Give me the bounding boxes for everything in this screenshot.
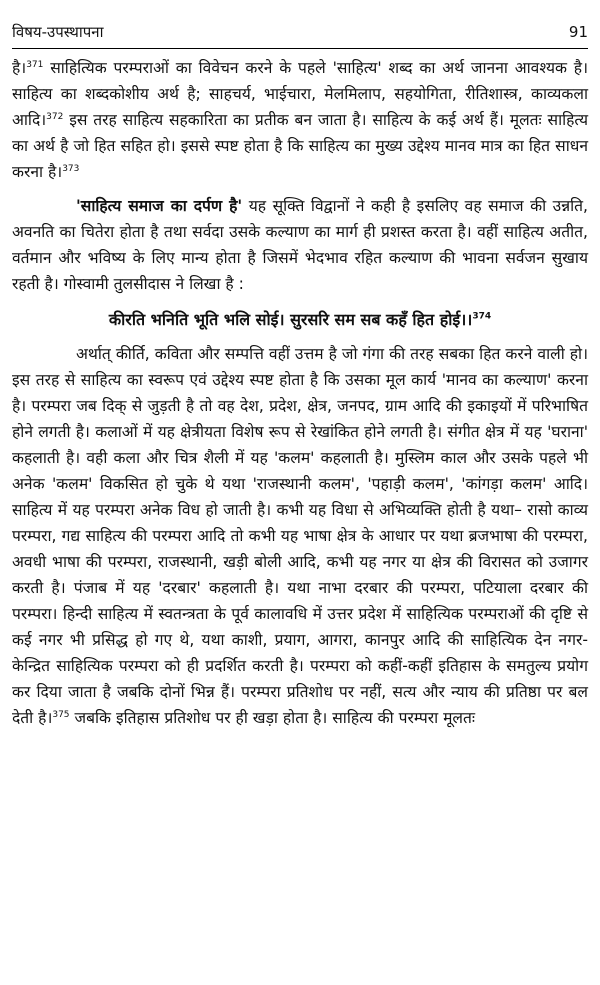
paragraph-3-text: अर्थात् कीर्ति, कविता और सम्पत्ति वहीं उत्तम है जो गंगा की तरह सबका हित करने वाली हो। इस तरह से साहित्य का स्वरूप एवं उद्देश्य स्पष्ट होता है कि उसका मूल कार्य 'मानव का कल्याण' करना है। परम्परा जब दिक् से जुड़ती है तो वह देश, प्रदेश, क्षेत्र, जनपद, ग्राम आदि की इकाइयों में परिभाषित होने लगती है। कलाओं में यह क्षेत्रीयता विशेष रूप से रेखांकित होने लगती है। संगीत क्षेत्र में यह 'घराना' कहलाती है। वही कला और चित्र शैली में यह 'कलम' कहलाती है। मुस्लिम काल और उसके पहले भी अनेक 'कलम' विकसित हो चुके थे यथा 'राजस्थानी कलम', 'पहाड़ी कलम', 'कांगड़ा कलम' आदि। साहित्य में यह परम्परा अनेक विध हो जाती है। कभी यह विधा से अभिव्यक्ति होती है यथा– रासो काव्य परम्परा, गद्य साहित्य की परम्परा आदि तो कभी यह भाषा क्षेत्र के आधार पर यथा ब्रजभाषा की परम्परा, अवधी भाषा की परम्परा, राजस्थानी, खड़ी बोली आदि, कभी यह नगर या क्षेत्र की विरासत को उजागर करती है। पंजाब में यह 'दरबार' कहलाती है। यथा नाभा दरबार की परम्परा, पटियाला दरबार की परम्परा। हिन्दी साहित्य में स्वतन्त्रता के पूर्व कालावधि में उत्तर प्रदेश में साहित्यिक परम्पराओं की दृष्टि से कई नगर भी प्रसिद्ध हो गए थे, यथा काशी, प्रयाग, आगरा, कानपुर आदि की साहित्यिक देन नगर-केन्द्रित साहित्यिक परम्परा को ही प्रदर्शित करती है। परम्परा को कहीं-कहीं इतिहास के समतुल्य प्रयोग कर दिया जाता है जबकि दोनों भिन्न हैं। परम्परा प्रतिशोध पर नहीं, सत्य और न्याय की प्रतिष्ठा पर बल देती है। xyxy=(12,345,588,727)
footnote-ref-374: 374 xyxy=(472,311,492,322)
paragraph-2-text: यह सूक्ति विद्वानों ने कही है इसलिए वह समाज की उन्नति, अवनति का चितेरा होता है तथा सर्वदा उसके कल्याण का मार्ग ही प्रशस्त करता है। वहीं साहित्य अतीत, वर्तमान और भविष्य के लिए मान्य होता है जिसमें भेदभाव रहित कल्याण की भावना सर्वजन सुखाय रहती है। गोस्वामी तुलसीदास ने लिखा है : xyxy=(12,197,588,293)
quoted-saying: 'साहित्य समाज का दर्पण है' xyxy=(76,197,243,215)
footnote-ref-371: 371 xyxy=(26,59,44,70)
verse-quote xyxy=(12,307,588,333)
running-title: विषय-उपस्थापना xyxy=(12,23,104,41)
footnote-ref-375: 375 xyxy=(52,709,70,720)
page-body xyxy=(12,55,588,731)
paragraph-3-tail: जबकि इतिहास प्रतिशोध पर ही खड़ा होता है। साहित्य की परम्परा मूलतः xyxy=(69,709,476,727)
verse-text: कीरति भनिति भूति भलि सोई। सुरसरि सम सब कहँ हित होई।। xyxy=(108,310,473,329)
header-rule xyxy=(12,48,588,49)
paragraph-1-start: है। xyxy=(12,59,27,77)
paragraph-3 xyxy=(12,341,588,731)
paragraph-1-end: इस तरह साहित्य सहकारिता का प्रतीक बन जाता है। साहित्य के कई अर्थ हैं। मूलतः साहित्य का अर्थ है जो हित सहित हो। इससे स्पष्ट होता है कि साहित्य का मुख्य उद्देश्य मानव मात्र का हित साधन करना है। xyxy=(12,111,588,181)
page-number: 91 xyxy=(568,23,588,41)
paragraph-2 xyxy=(12,193,588,297)
page-header xyxy=(12,22,588,42)
paragraph-1-middle: साहित्यिक परम्पराओं का विवेचन करने के पहले 'साहित्य' शब्द का अर्थ जानना आवश्यक है। साहित्य का शब्दकोशीय अर्थ है; साहचर्य, भाईचारा, मेलमिलाप, सहयोगिता, रीतिशास्त्र, काव्यकला आदि। xyxy=(12,59,588,129)
footnote-ref-372: 372 xyxy=(46,111,64,122)
footnote-ref-373: 373 xyxy=(62,163,80,174)
paragraph-1 xyxy=(12,55,588,185)
